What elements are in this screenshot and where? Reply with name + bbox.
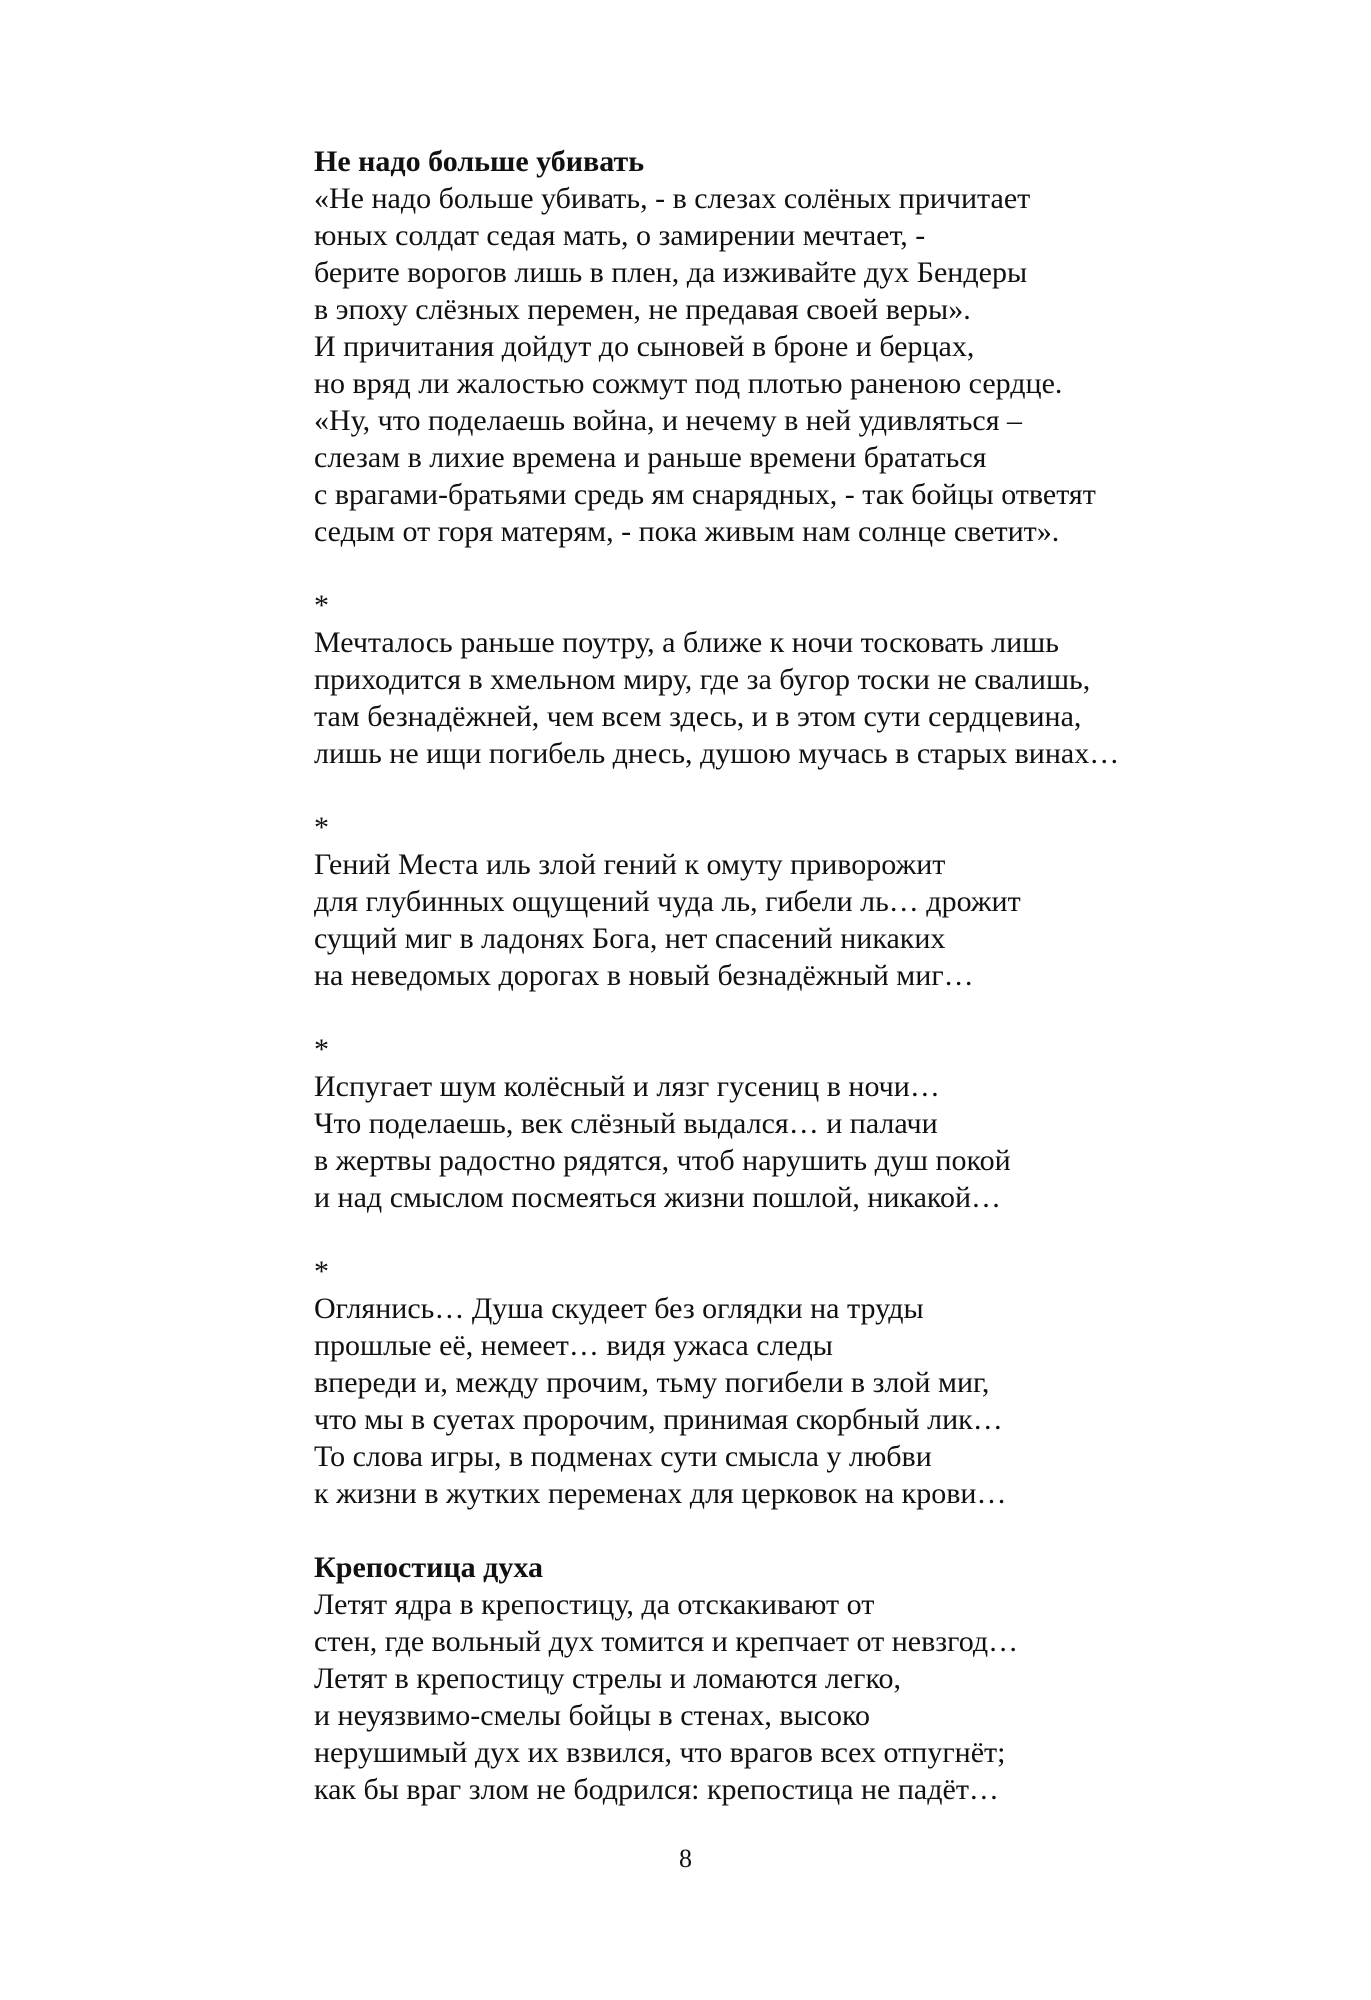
poem-line: Летят в крепостицу стрелы и ломаются легко, [314,1662,902,1695]
stanza [314,587,1314,772]
poem-line: Гений Места иль злой гений к омуту приворожит [314,848,946,881]
poem-line: и над смыслом посмеяться жизни пошлой, никакой… [314,1181,1002,1214]
poem-line: с врагами-братьями средь ям снарядных, - так бойцы ответят [314,478,1096,511]
poem-line: Оглянись… Душа скудеет без оглядки на труды [314,1292,924,1325]
stanza-gap [314,1512,1314,1549]
stanza [314,1253,1314,1512]
poem-line: берите ворогов лишь в плен, да изживайте дух Бендеры [314,256,1028,289]
poem-line: Летят ядра в крепостицу, да отскакивают от [314,1588,875,1621]
poem-line: для глубинных ощущений чуда ль, гибели ль… дрожит [314,885,1021,918]
stanza-gap [314,1216,1314,1253]
poem-line: Что поделаешь, век слёзный выдался… и палачи [314,1107,938,1140]
stanza-marker: * [314,811,329,844]
poem-line: там безнадёжней, чем всем здесь, и в этом сути сердцевина, [314,700,1082,733]
poem-line: к жизни в жутких переменах для церковок на крови… [314,1477,1007,1510]
poem-line: сущий миг в ладонях Бога, нет спасений никаких [314,922,946,955]
poem-line: но вряд ли жалостью сожмут под плотью раненою сердце. [314,367,1063,400]
stanza-gap [314,994,1314,1031]
poem-line: стен, где вольный дух томится и крепчает от невзгод… [314,1625,1019,1658]
poem-line: «Не надо больше убивать, - в слезах солёных причитает [314,182,1031,215]
stanza [314,1031,1314,1216]
stanza-marker: * [314,1033,329,1066]
poem-line: в жертвы радостно рядятся, чтоб нарушить душ покой [314,1144,1011,1177]
poem-line: Испугает шум колёсный и лязг гусениц в ночи… [314,1070,940,1103]
page-number: 8 [679,1844,692,1873]
poem-line: и неуязвимо-смелы бойцы в стенах, высоко [314,1699,871,1732]
poem-line: «Ну, что поделаешь война, и нечему в ней удивляться – [314,404,1023,437]
stanza [314,809,1314,994]
poem-line: седым от горя матерям, - пока живым нам солнце светит». [314,515,1060,548]
poem-title: Не надо больше убивать [314,145,645,178]
poem-line: нерушимый дух их взвился, что врагов всех отпугнёт; [314,1736,1006,1769]
poem-line: впереди и, между прочим, тьму погибели в злой миг, [314,1366,990,1399]
poem-line: То слова игры, в подменах сути смысла у любви [314,1440,932,1473]
poem-line: Мечталось раньше поутру, а ближе к ночи тосковать лишь [314,626,1059,659]
stanza-marker: * [314,1255,329,1288]
poem-line: прошлые её, немеет… видя ужаса следы [314,1329,833,1362]
poem-line: как бы враг злом не бодрился: крепостица не падёт… [314,1773,999,1806]
poem-line: что мы в суетах пророчим, принимая скорбный лик… [314,1403,1003,1436]
poem-line: юных солдат седая мать, о замирении мечтает, - [314,219,926,252]
stanza-marker: * [314,589,329,622]
text-column [314,143,1314,1808]
stanza-gap [314,772,1314,809]
poem-line: приходится в хмельном миру, где за бугор тоски не свалишь, [314,663,1091,696]
poem-line: слезам в лихие времена и раньше времени брататься [314,441,987,474]
poem-line: И причитания дойдут до сыновей в броне и берцах, [314,330,975,363]
poem-line: в эпоху слёзных перемен, не предавая своей веры». [314,293,971,326]
poem-title: Крепостица духа [314,1551,543,1584]
poem-line: на неведомых дорогах в новый безнадёжный миг… [314,959,974,992]
poem-ne-nado [314,143,1314,550]
poem-krepostitsa [314,1549,1314,1808]
poem-line: лишь не ищи погибель днесь, душою мучась в старых винах… [314,737,1120,770]
stanza-gap [314,550,1314,587]
